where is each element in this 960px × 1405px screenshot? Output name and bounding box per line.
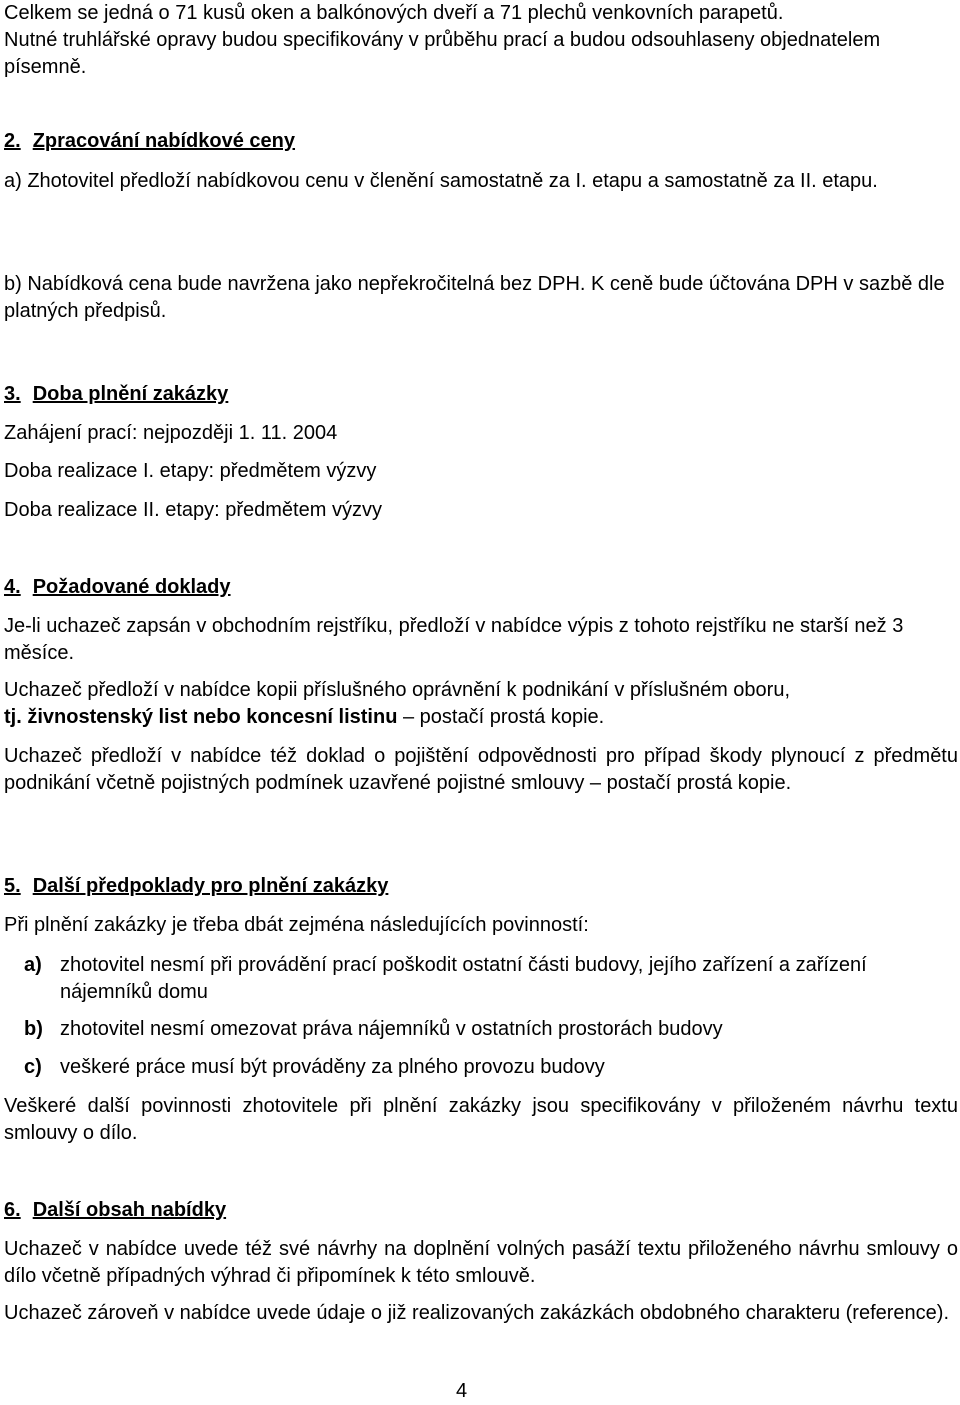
section-number: 2. xyxy=(4,130,21,152)
license-note: – postačí prostá kopie. xyxy=(397,706,605,728)
item-text: zhotovitel nesmí při provádění prací poškodit ostatní části budovy, jejího zařízení a zařízení nájemníků domu xyxy=(60,954,867,1003)
obligations-intro: Při plnění zakázky je třeba dbát zejména následujících povinností: xyxy=(4,914,589,936)
section-number: 6. xyxy=(4,1199,21,1221)
insurance-paragraph: Uchazeč předloží v nabídce též doklad o pojištění odpovědnosti pro případ škody plynoucí z předmětu podnikání včetně pojistných podmínek uzavřené pojistné smlouvy – postačí prostá kopie. xyxy=(4,745,958,794)
section-number: 3. xyxy=(4,383,21,405)
stage-2-duration-line: Doba realizace II. etapy: předmětem výzvy xyxy=(4,499,382,521)
item-text: veškeré práce musí být prováděny za plného provozu budovy xyxy=(60,1056,605,1078)
section-2-item-a: a) Zhotovitel předloží nabídkovou cenu v členění samostatně za I. etapu a samostatně za II. etapu. xyxy=(4,170,878,192)
obligation-item xyxy=(4,952,958,1006)
intro-line-1: Celkem se jedná o 71 kusů oken a balkónových dveří a 71 plechů venkovních parapetů. xyxy=(4,2,784,24)
section-title: Doba plnění zakázky xyxy=(32,383,229,405)
license-paragraph xyxy=(4,677,958,731)
obligation-item xyxy=(4,1054,958,1081)
item-label: b) xyxy=(24,1018,43,1040)
section-5-heading xyxy=(4,873,958,900)
license-text: Uchazeč předloží v nabídce kopii příslušného oprávnění k podnikání v příslušném oboru, xyxy=(4,679,791,701)
page-number: 4 xyxy=(456,1380,468,1402)
registry-extract-paragraph: Je-li uchazeč zapsán v obchodním rejstříku, předloží v nabídce výpis z tohoto rejstříku ne starší než 3 měsíce. xyxy=(4,615,904,664)
item-label: c) xyxy=(24,1056,42,1078)
references-paragraph: Uchazeč zároveň v nabídce uvede údaje o již realizovaných zakázkách obdobného charakteru (reference). xyxy=(4,1302,949,1324)
section-title: Další předpoklady pro plnění zakázky xyxy=(32,875,389,897)
obligation-item xyxy=(4,1016,958,1043)
obligations-outro: Veškeré další povinnosti zhotovitele při plnění zakázky jsou specifikovány v přiloženém návrhu textu smlouvy o dílo. xyxy=(4,1095,958,1144)
section-2-item-b: b) Nabídková cena bude navržena jako nepřekročitelná bez DPH. K ceně bude účtována DPH v sazbě dle platných předpisů. xyxy=(4,273,945,322)
license-emphasis: tj. živnostenský list nebo koncesní listinu xyxy=(4,706,398,728)
section-6-heading xyxy=(4,1197,958,1224)
section-4-heading xyxy=(4,574,958,601)
section-title: Zpracování nabídkové ceny xyxy=(32,130,296,152)
section-title: Další obsah nabídky xyxy=(32,1199,227,1221)
proposals-paragraph: Uchazeč v nabídce uvede též své návrhy na doplnění volných pasáží textu přiloženého návrhu smlouvy o dílo včetně případných výhrad či připomínek k této smlouvě. xyxy=(4,1238,958,1287)
start-date-line: Zahájení prací: nejpozději 1. 11. 2004 xyxy=(4,422,338,444)
stage-1-duration-line: Doba realizace I. etapy: předmětem výzvy xyxy=(4,460,377,482)
section-title: Požadované doklady xyxy=(32,576,231,598)
intro-line-2: Nutné truhlářské opravy budou specifikovány v průběhu prací a budou odsouhlaseny objednatelem písemně. xyxy=(4,29,881,78)
section-number: 5. xyxy=(4,875,21,897)
item-label: a) xyxy=(24,954,42,976)
section-number: 4. xyxy=(4,576,21,598)
section-3-heading xyxy=(4,381,958,408)
section-2-heading xyxy=(4,128,958,155)
item-text: zhotovitel nesmí omezovat práva nájemníků v ostatních prostorách budovy xyxy=(60,1018,723,1040)
